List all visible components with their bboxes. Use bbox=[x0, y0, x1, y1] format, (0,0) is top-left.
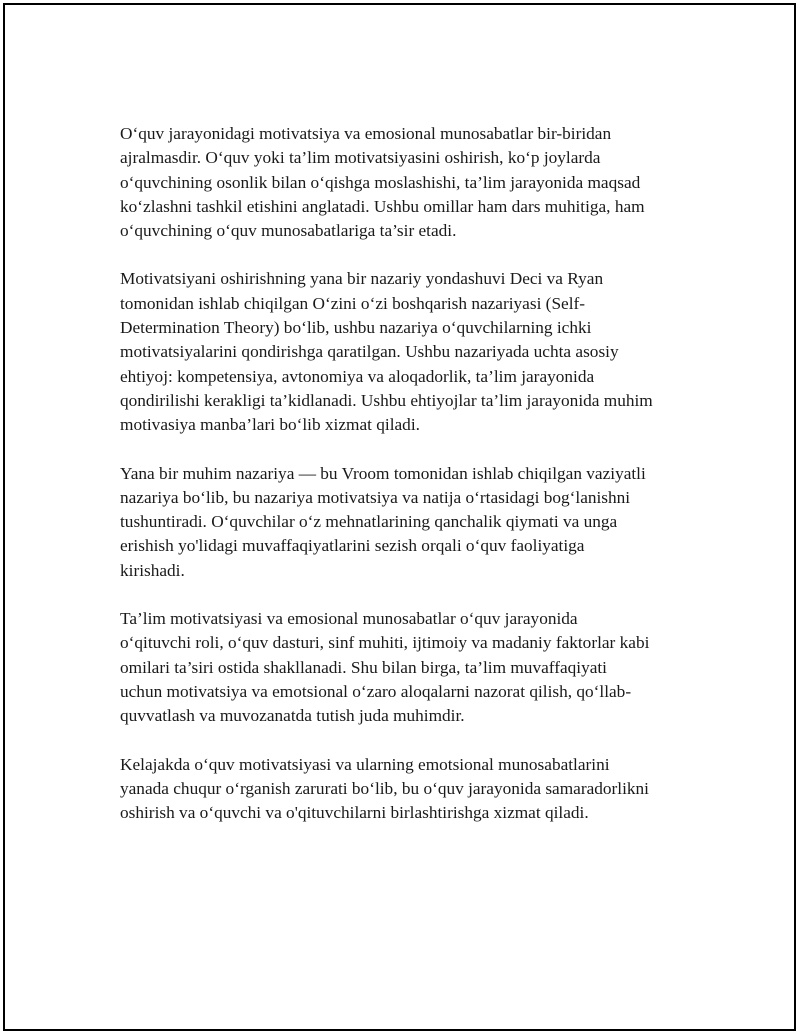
paragraph-line: ko‘zlashni tashkil etishini anglatadi. Ushbu omillar ham dars muhitiga, ham bbox=[120, 196, 645, 216]
paragraph-line: Motivatsiyani oshirishning yana bir nazariy yondashuvi Deci va Ryan bbox=[120, 269, 604, 289]
paragraph-line: ajralmasdir. O‘quv yoki ta’lim motivatsiyasini oshirish, ko‘p joylarda bbox=[120, 148, 601, 168]
paragraph-line: erishish yo'lidagi muvaffaqiyatlarini sezish orqali o‘quv faoliyatiga bbox=[120, 536, 585, 556]
paragraph-line: ehtiyoj: kompetensiya, avtonomiya va aloqadorlik, ta’lim jarayonida bbox=[120, 366, 595, 386]
paragraph-line: oshirish va o‘quvchi va o'qituvchilarni birlashtirishga xizmat qiladi. bbox=[120, 803, 589, 823]
paragraph-line: uchun motivatsiya va emotsional o‘zaro aloqalarni nazorat qilish, qo‘llab- bbox=[120, 681, 632, 701]
paragraph-line: omilari ta’siri ostida shakllanadi. Shu bilan birga, ta’lim muvaffaqiyati bbox=[120, 657, 607, 677]
paragraph-line: O‘quv jarayonidagi motivatsiya va emosional munosabatlar bir-biridan bbox=[120, 124, 612, 143]
paragraph-2 bbox=[120, 267, 695, 437]
paragraph-5 bbox=[120, 753, 695, 826]
paragraph-line: motivasiya manba’lari bo‘lib xizmat qiladi. bbox=[120, 415, 420, 435]
paragraph-line: kirishadi. bbox=[120, 560, 185, 580]
paragraph-line: o‘quvchining o‘quv munosabatlariga ta’sir etadi. bbox=[120, 221, 457, 241]
paragraph-line: Determination Theory) bo‘lib, ushbu nazariya o‘quvchilarning ichki bbox=[120, 318, 592, 338]
paragraph-line: Yana bir muhim nazariya — bu Vroom tomonidan ishlab chiqilgan vaziyatli bbox=[120, 463, 646, 483]
paragraph-line: quvvatlash va muvozanatda tutish juda muhimdir. bbox=[120, 706, 465, 726]
paragraph-3 bbox=[120, 462, 695, 583]
paragraph-line: motivatsiyalarini qondirishga qaratilgan. Ushbu nazariyada uchta asosiy bbox=[120, 342, 619, 362]
paragraph-line: tushuntiradi. O‘quvchilar o‘z mehnatlarining qanchalik qiymati va unga bbox=[120, 512, 618, 532]
paragraph-line: yanada chuqur o‘rganish zarurati bo‘lib, bu o‘quv jarayonida samaradorlikni bbox=[120, 778, 649, 798]
paragraph-line: o‘qituvchi roli, o‘quv dasturi, sinf muhiti, ijtimoiy va madaniy faktorlar kabi bbox=[120, 633, 650, 653]
document-body bbox=[120, 122, 695, 849]
paragraph-line: Ta’lim motivatsiyasi va emosional munosabatlar o‘quv jarayonida bbox=[120, 609, 578, 629]
paragraph-1 bbox=[120, 122, 695, 243]
paragraph-4 bbox=[120, 607, 695, 728]
paragraph-line: nazariya bo‘lib, bu nazariya motivatsiya va natija o‘rtasidagi bog‘lanishni bbox=[120, 487, 631, 507]
paragraph-line: o‘quvchining osonlik bilan o‘qishga moslashishi, ta’lim jarayonida maqsad bbox=[120, 172, 641, 192]
paragraph-line: qondirilishi kerakligi ta’kidlanadi. Ushbu ehtiyojlar ta’lim jarayonida muhim bbox=[120, 390, 653, 410]
paragraph-line: Kelajakda o‘quv motivatsiyasi va ularning emotsional munosabatlarini bbox=[120, 754, 610, 774]
document-page bbox=[3, 3, 796, 1031]
paragraph-line: tomonidan ishlab chiqilgan O‘zini o‘zi boshqarish nazariyasi (Self- bbox=[120, 293, 586, 313]
